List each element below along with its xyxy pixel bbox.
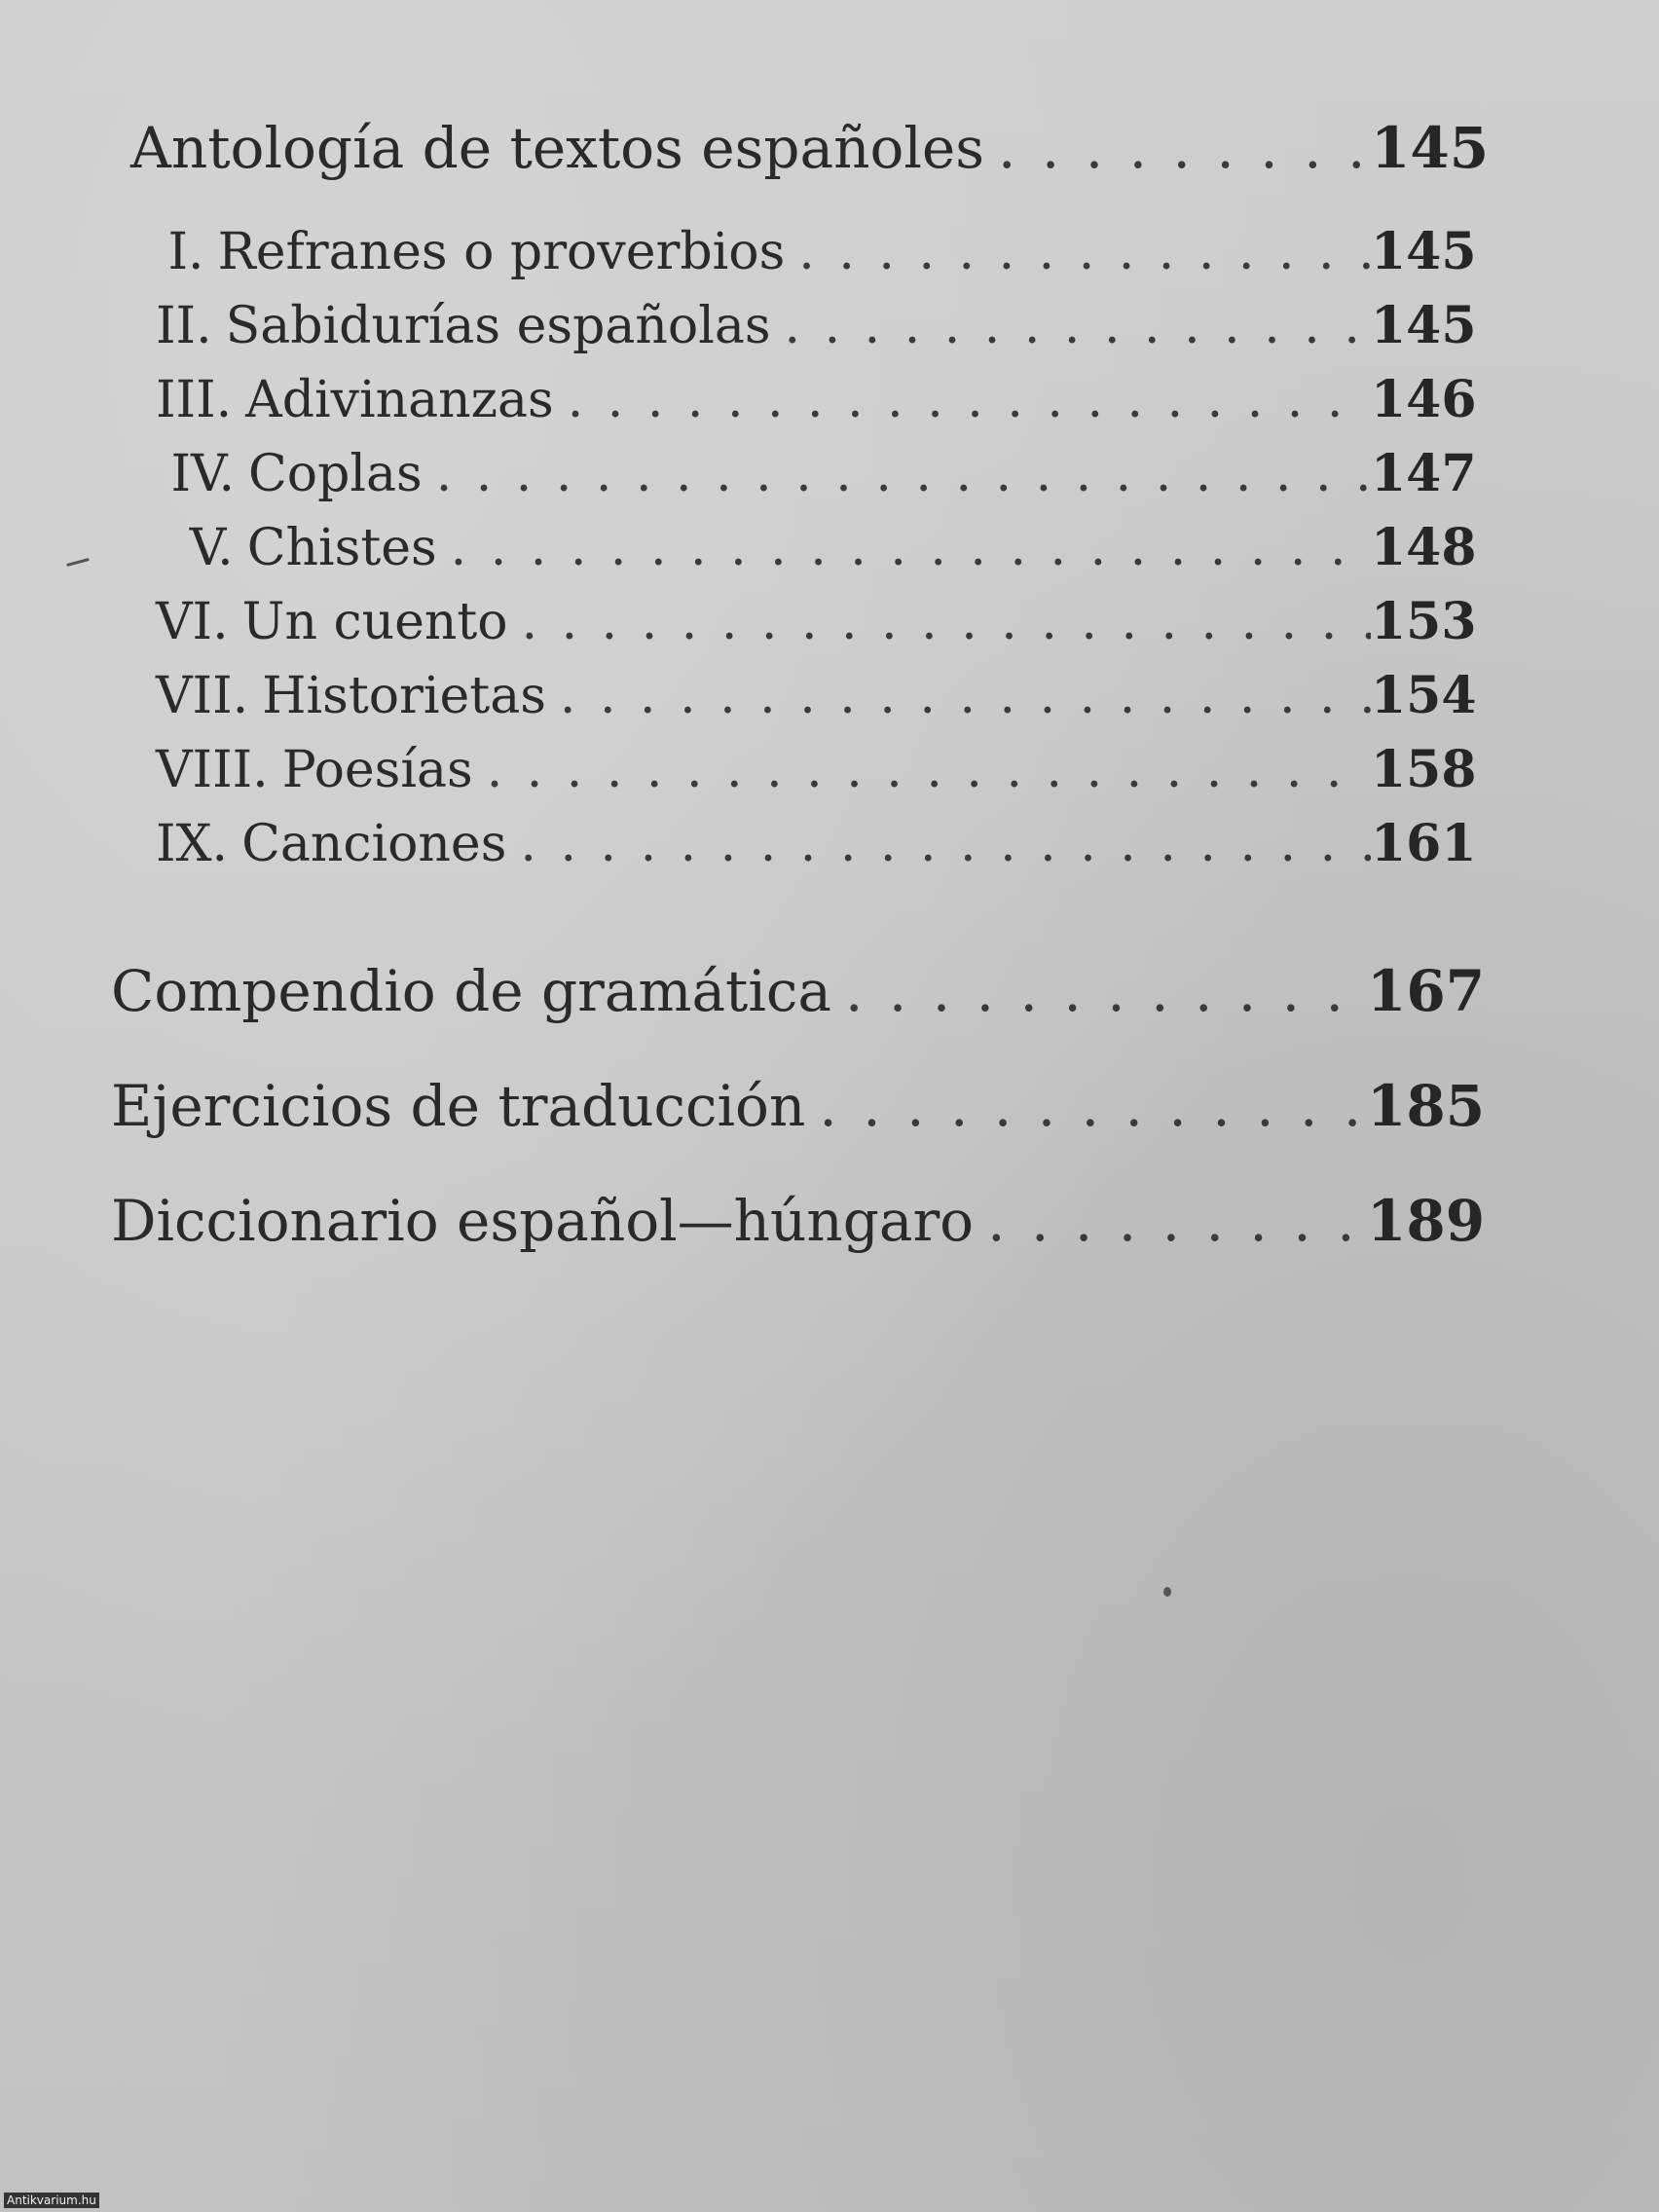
toc-entry-page: 145 <box>1371 115 1490 181</box>
toc-subentry-title: Historietas <box>262 667 546 725</box>
dot-leader <box>974 1188 1367 1254</box>
toc-subentry-page: 154 <box>1371 666 1477 725</box>
toc-subentry-numeral: IV. <box>170 445 235 503</box>
toc-subentry-title: Refranes o proverbios <box>217 223 786 281</box>
toc-entry-page: 185 <box>1367 1073 1486 1139</box>
toc-subentry-numeral: VI. <box>156 593 229 651</box>
dot-leader <box>805 1073 1367 1139</box>
toc-subentry-8 <box>156 740 1477 799</box>
toc-subentry-numeral: VII. <box>156 667 249 725</box>
toc-subentry-6 <box>156 592 1477 651</box>
toc-subentry-9 <box>156 814 1477 873</box>
toc-subentry-title: Adivinanzas <box>245 371 554 429</box>
toc-subentry-page: 146 <box>1371 370 1477 429</box>
toc-subentry-page: 145 <box>1371 296 1477 355</box>
toc-subentry-1 <box>156 222 1477 281</box>
toc-subentry-page: 145 <box>1371 222 1477 281</box>
dot-leader <box>785 223 1371 281</box>
toc-subentry-numeral: I. <box>167 223 204 281</box>
toc-subentry-numeral: III. <box>156 371 233 429</box>
dot-leader <box>546 667 1371 725</box>
toc-subentry-numeral: IX. <box>156 815 229 873</box>
toc-subentry-4 <box>156 444 1477 503</box>
toc-entry-title: Ejercicios de traducción <box>111 1073 806 1139</box>
toc-subentry-7 <box>156 666 1477 725</box>
toc-subentry-title: Chistes <box>246 519 437 577</box>
dot-leader <box>423 445 1371 503</box>
toc-subentry-page: 153 <box>1371 592 1477 651</box>
toc-subentry-5 <box>156 518 1477 577</box>
toc-entry-ejercicios <box>111 1073 1486 1139</box>
watermark: Antikvarium.hu <box>4 2193 99 2208</box>
toc-entry-title: Diccionario español—húngaro <box>111 1188 975 1254</box>
dot-leader <box>554 371 1371 429</box>
paper-speck <box>1163 1587 1171 1597</box>
toc-entry-antologia <box>130 115 1490 181</box>
toc-subentry-2 <box>156 296 1477 355</box>
toc-subentry-page: 148 <box>1371 518 1477 577</box>
toc-entry-page: 189 <box>1367 1188 1486 1254</box>
dot-leader <box>506 815 1371 873</box>
toc-subentry-page: 161 <box>1371 814 1477 873</box>
toc-subentry-page: 158 <box>1371 740 1477 799</box>
toc-entry-title: Antología de textos españoles <box>130 115 984 181</box>
toc-subentry-title: Un cuento <box>241 593 508 651</box>
toc-subentry-numeral: II. <box>156 297 212 355</box>
toc-entry-page: 167 <box>1367 958 1486 1024</box>
toc-subentry-3 <box>156 370 1477 429</box>
toc-subentry-title: Canciones <box>241 815 507 873</box>
toc-subentry-numeral: VIII. <box>156 741 269 799</box>
dot-leader <box>508 593 1371 651</box>
toc-subentry-page: 147 <box>1371 444 1477 503</box>
dot-leader <box>831 958 1367 1024</box>
dot-leader <box>984 115 1371 181</box>
dot-leader <box>771 297 1371 355</box>
dot-leader <box>437 519 1371 577</box>
dot-leader <box>473 741 1371 799</box>
toc-subentry-numeral: V. <box>189 519 234 577</box>
toc-entry-title: Compendio de gramática <box>111 958 831 1024</box>
toc-entry-compendio <box>111 958 1486 1024</box>
toc-subentry-title: Coplas <box>247 445 423 503</box>
toc-subentry-title: Poesías <box>281 741 473 799</box>
toc-entry-diccionario <box>111 1188 1486 1254</box>
toc-subentry-title: Sabidurías españolas <box>225 297 771 355</box>
